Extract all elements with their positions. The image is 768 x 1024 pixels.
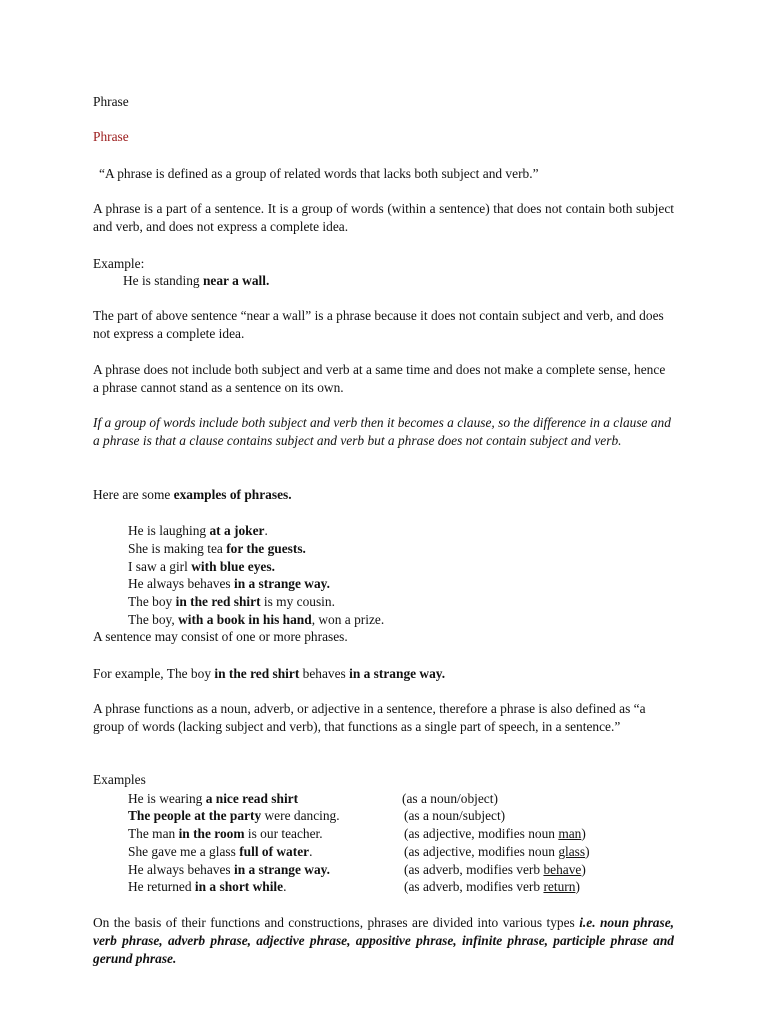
table-row: He always behaves in a strange way. xyxy=(128,862,330,877)
examples2-label: Examples xyxy=(93,772,146,787)
paragraph-standalone: A phrase does not include both subject and verb at a same time and does not make a complete sense, hence a phrase cannot stand as a sentence on its own. xyxy=(93,362,666,395)
paragraph-explanation: The part of above sentence “near a wall” is a phrase because it does not contain subject and verb, and does not express a complete idea. xyxy=(93,308,664,341)
role-note: (as a noun/subject) xyxy=(404,808,506,823)
table-row: He returned in a short while. xyxy=(128,879,287,894)
for-example-line: For example, The boy in the red shirt behaves in a strange way. xyxy=(93,666,446,681)
table-row: The people at the party were dancing. xyxy=(128,808,340,823)
role-note: (as adjective, modifies noun glass) xyxy=(404,844,590,859)
role-note: (as a noun/object) xyxy=(402,791,498,806)
example-sentence: He is standing near a wall. xyxy=(123,273,270,288)
list-item: He always behaves in a strange way. xyxy=(128,576,330,591)
paragraph-functions: A phrase functions as a noun, adverb, or adjective in a sentence, therefore a phrase is also defined as “a group of words (lacking subject and verb), that functions as a single part of speech, in a sentence.” xyxy=(93,701,646,734)
document-title: Phrase xyxy=(93,94,129,109)
table-row: She gave me a glass full of water. xyxy=(128,844,313,859)
table-row: He is wearing a nice read shirt xyxy=(128,791,299,806)
definition-quote: “A phrase is defined as a group of related words that lacks both subject and verb.” xyxy=(99,166,539,181)
examples-intro: Here are some examples of phrases. xyxy=(93,487,292,502)
list-item: She is making tea for the guests. xyxy=(128,541,306,556)
list-item: The boy, with a book in his hand, won a prize. xyxy=(128,612,385,627)
role-note: (as adverb, modifies verb behave) xyxy=(404,862,586,877)
paragraph-types: On the basis of their functions and constructions, phrases are divided into various types i.e. noun phrase, verb phrase, adverb phrase, adjective phrase, appositive phrase, infinite phrase, participle phrase and gerund phrase. xyxy=(93,915,674,966)
list-item: I saw a girl with blue eyes. xyxy=(128,559,275,574)
list-item: He is laughing at a joker. xyxy=(128,523,268,538)
role-note: (as adjective, modifies noun man) xyxy=(404,826,586,841)
paragraph-intro: A phrase is a part of a sentence. It is a group of words (within a sentence) that does not contain both subject and verb, and does not express a complete idea. xyxy=(93,201,674,234)
section-heading: Phrase xyxy=(93,129,129,144)
list-item: The boy in the red shirt is my cousin. xyxy=(128,594,335,609)
example-label: Example: xyxy=(93,256,145,271)
paragraph-clause-note: If a group of words include both subject and verb then it becomes a clause, so the difference in a clause and a phrase is that a clause contains subject and verb but a phrase does not contain subject and verb. xyxy=(93,415,671,448)
role-note: (as adverb, modifies verb return) xyxy=(404,879,580,894)
consist-line: A sentence may consist of one or more phrases. xyxy=(93,629,348,644)
table-row: The man in the room is our teacher. xyxy=(128,826,323,841)
